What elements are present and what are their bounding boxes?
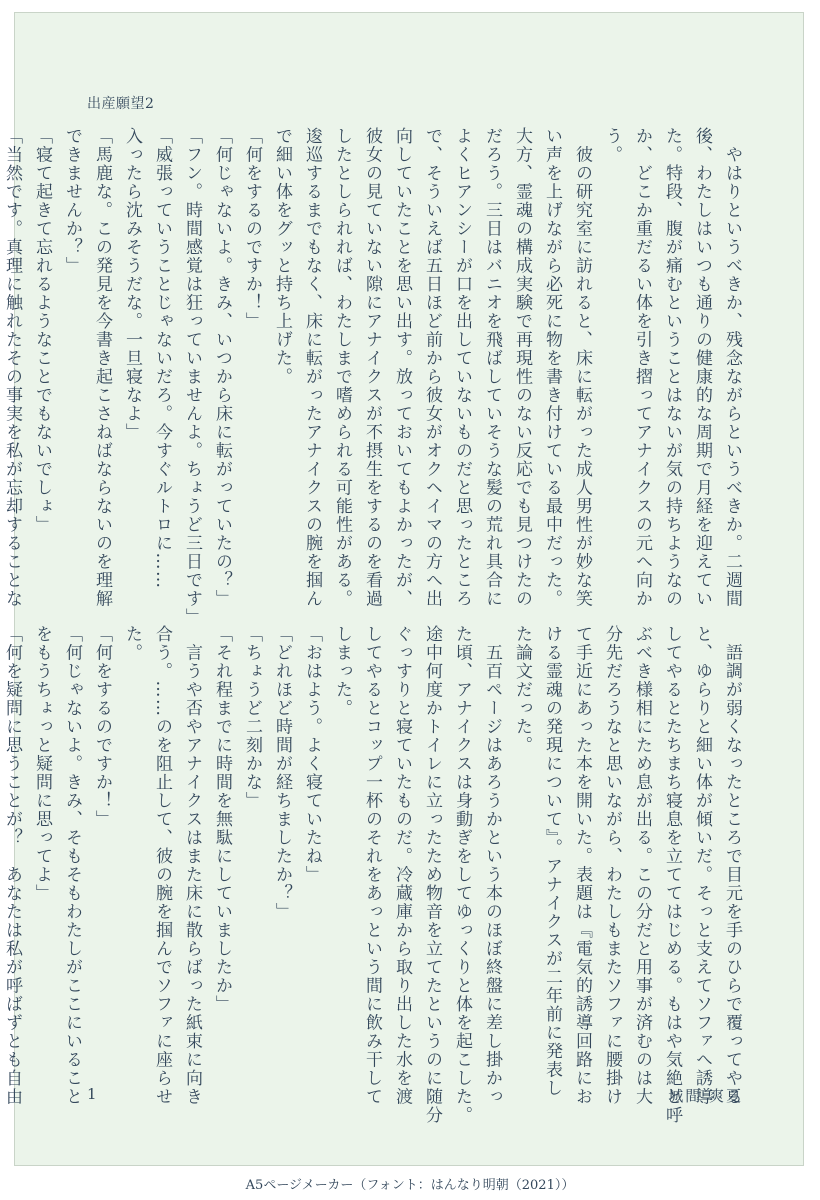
document-page — [2, 12, 804, 1166]
page-title: 出産願望2 — [87, 96, 155, 112]
body-text-upper: やはりというべきか、残念ながらというべきか。二週間 後、わたしはいつも通りの健康的な周期で月経を迎えてい た。特段、腹が痛むということはないが気の持ちようなの か、どこか重だるい体を引き摺ってアナイクスの元へ向か う。 彼の研究室に訪れると、床に転がった成人男性が妙な笑 い声を上げながら必死に物を書き付けている最中だった。 大方、霊魂の構成実験で再現性のない反応でも見つけたの だろう。三日はバニオを飛ばしていそうな髪の荒れ具合に よくヒアンシーが口を出していないものだと思ったところ で、そういえば五日ほど前から彼女がオクヘイマの方へ出 向していたことを思い出す。放っておいてもよかったが、 彼女の見ていない隙にアナイクスが不摂生をするのを看過 したとしられれば、わたしまで嗜められる可能性がある。 逡巡するまでもなく、床に転がったアナイクスの腕を掴ん で細い体をグッと持ち上げた。 「何をするのですか！」 「何じゃないよ。きみ、いつから床に転がっていたの？」 「フン。時間感覚は狂っていませんよ。ちょうど三日です」 「威張っていうことじゃないだろ。今すぐルトロに…… 入ったら沈みそうだな。一旦寝なよ」 「馬鹿な。この発見を今書き起こさねばならないのを理解 できませんか？」 「寝て起きて忘れるようなことでもないでしょ」 「当然です。真理に触れたその事実を私が忘却することな — [2, 127, 742, 627]
page-number: 1 — [87, 1085, 97, 1103]
footer-caption: A5ページメーカー（フォント：はんなり明朝（2021）） — [245, 1178, 575, 1193]
body-text-lower: 語調が弱くなったところで目元を手のひらで覆ってやる と、ゆらりと細い体が傾いだ。そっと支えてソファへ誘導 してやるとたちまち寝息を立ててはじめる。もはや気絶と呼 ぶべき様相にため息が出る。この分だと用事が済むのは大 分先だろうなと思いながら、わたしもまたソファに腰掛け て手近にあった本を開いた。表題は『電気的誘導回路にお ける霊魂の発現について』。アナイクスが二年前に発表し た論文だった。 五百ページはあろうかという本のほぼ終盤に差し掛かっ た頃、アナイクスは身動ぎをしてゆっくりと体を起こした。 途中何度かトイレに立ったため物音を立てたというのに随分 ぐっすりと寝ていたものだ。冷蔵庫から取り出した水を渡 してやるとコップ一杯のそれをあっという間に飲み干して しまった。 「おはよう。よく寝ていたね」 「どれほど時間が経ちましたか？」 「ちょうど二刻かな」 「それ程までに時間を無駄にしていましたか」 言うや否やアナイクスはまた床に散らばった紙束に向き 合う。……のを阻止して、彼の腕を掴んでソファに座らせ た。 「何をするのですか！」 「何じゃないよ。きみ、そもそもわたしがここにいること をもうちょっと疑問に思ってよ」 「何を疑問に思うことが？ あなたは私が呼ばずとも自由 — [2, 625, 742, 1125]
author-name: 城間 爽夏 — [668, 1087, 743, 1105]
